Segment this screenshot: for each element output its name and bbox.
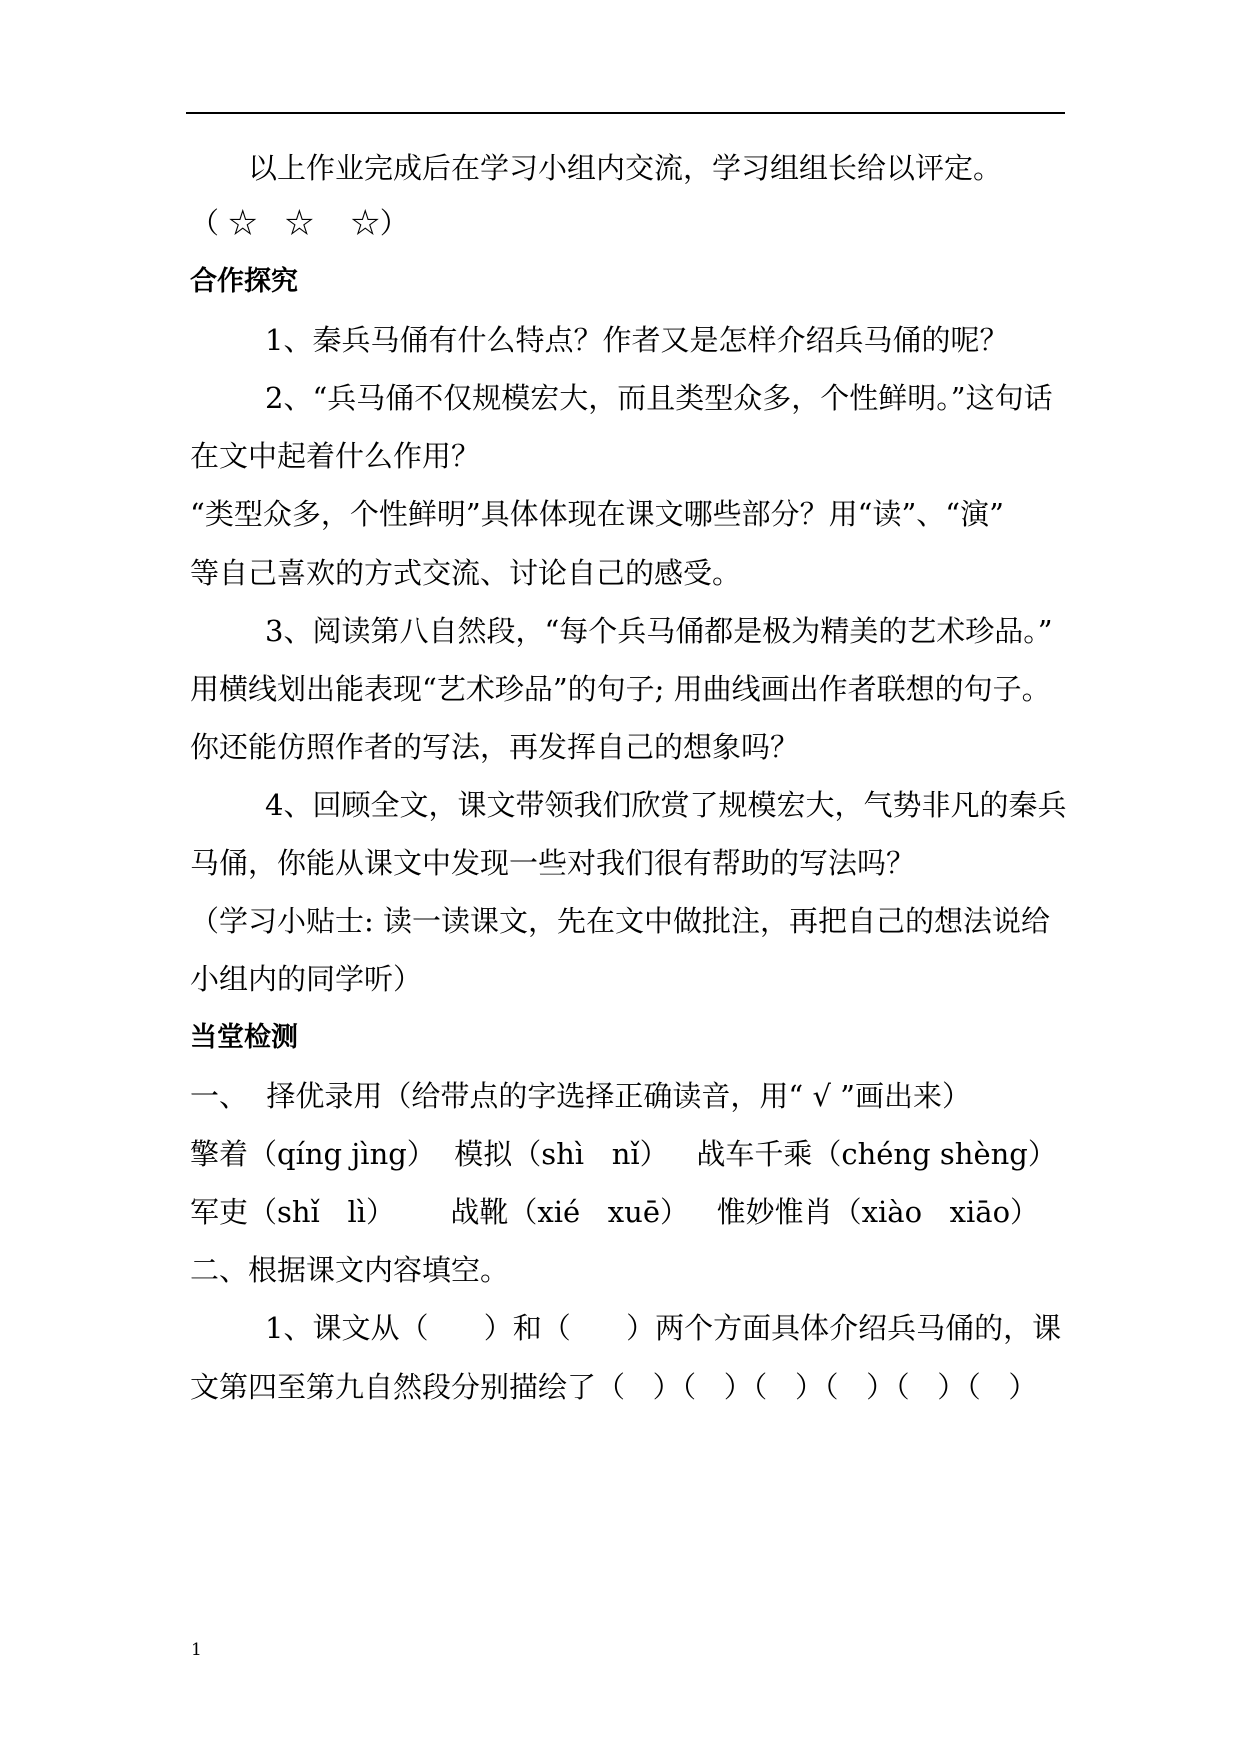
text-line: 马俑，你能从课文中发现一些对我们很有帮助的写法吗？ bbox=[190, 846, 916, 880]
fill-blank-1-cont: 文第四至第九自然段分别描绘了（ ）（ ）（ ）（ ）（ ）（ ） bbox=[190, 1370, 1038, 1404]
text-line: 等自己喜欢的方式交流、讨论自己的感受。 bbox=[190, 556, 742, 590]
question-2: 2、“兵马俑不仅规模宏大，而且类型众多，个性鲜明。”这句话 bbox=[265, 381, 1053, 415]
pinyin-row-2: 军吏（shǐ lì） 战靴（xié xuē） 惟妙惟肖（xiào xiāo） bbox=[190, 1195, 1040, 1229]
pinyin-row-1: 擎着（qíng jìng） 模拟（shì nǐ） 战车千乘（chéng shèng） bbox=[190, 1137, 1057, 1171]
section-heading-cooperation: 合作探究 bbox=[190, 266, 298, 297]
exercise-2-title: 二、根据课文内容填空。 bbox=[190, 1253, 510, 1287]
study-tip: （学习小贴士: 读一读课文，先在文中做批注，再把自己的想法说给 bbox=[190, 904, 1050, 938]
page-number: 1 bbox=[191, 1640, 202, 1660]
header-rule bbox=[186, 112, 1065, 114]
text-line: “类型众多，个性鲜明”具体体现在课文哪些部分？用“读”、“演” bbox=[190, 497, 1004, 531]
text-line: 你还能仿照作者的写法，再发挥自己的想象吗？ bbox=[190, 730, 800, 764]
exercise-1-title: 一、 择优录用（给带点的字选择正确读音，用“ √ ”画出来） bbox=[190, 1079, 972, 1113]
section-heading-test: 当堂检测 bbox=[190, 1022, 298, 1053]
question-4: 4、回顾全文，课文带领我们欣赏了规模宏大，气势非凡的秦兵 bbox=[265, 788, 1067, 822]
question-1: 1、秦兵马俑有什么特点？作者又是怎样介绍兵马俑的呢？ bbox=[265, 323, 1009, 357]
fill-blank-1: 1、课文从（ ）和（ ）两个方面具体介绍兵马俑的，课 bbox=[265, 1311, 1062, 1345]
text-line: 在文中起着什么作用？ bbox=[190, 439, 481, 473]
text-line: 用横线划出能表现“艺术珍品”的句子; 用曲线画出作者联想的句子。 bbox=[190, 672, 1051, 706]
question-3: 3、阅读第八自然段，“每个兵马俑都是极为精美的艺术珍品。” bbox=[265, 614, 1053, 648]
text-line: 以上作业完成后在学习小组内交流，学习组组长给以评定。 bbox=[248, 151, 1003, 185]
star-rating: （ ☆ ☆ ☆） bbox=[190, 206, 409, 240]
text-line: 小组内的同学听） bbox=[190, 962, 423, 996]
